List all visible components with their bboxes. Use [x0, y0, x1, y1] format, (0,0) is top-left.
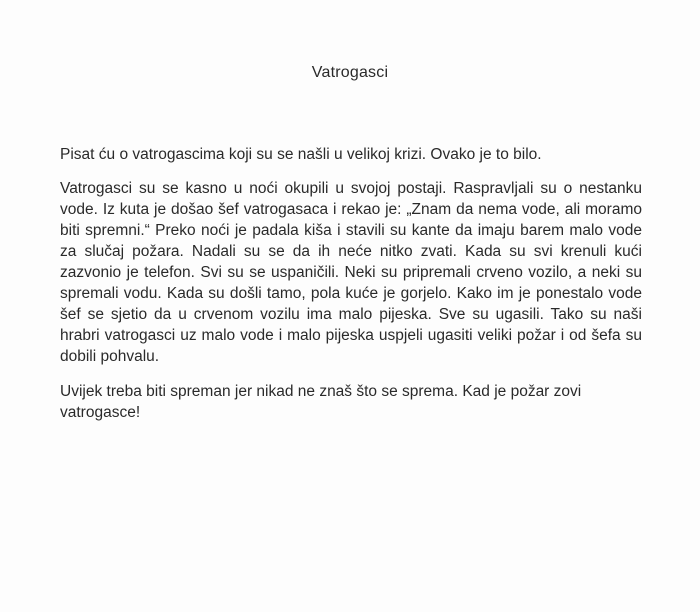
paragraph-intro: Pisat ću o vatrogascima koji su se našli u velikoj krizi. Ovako je to bilo.	[60, 146, 542, 163]
document-body	[60, 144, 642, 437]
paragraph-conclusion: Uvijek treba biti spreman jer nikad ne znaš što se sprema. Kad je požar zovi vatrogasce!	[60, 383, 582, 421]
document-title: Vatrogasci	[311, 64, 389, 81]
paragraph-story: Vatrogasci su se kasno u noći okupili u svojoj postaji. Raspravljali su o nestanku vode. Iz kuta je došao šef vatrogasaca i rekao je: „Znam da nema vode, ali moramo biti spremni.“ Preko noći je padala kiša i stavili su kante da imaju barem malo vode za slučaj požara. Nadali su se da ih neće nitko zvati. Kada su svi krenuli kući zazvonio je telefon. Svi su se uspaničili. Neki su pripremali crveno vozilo, a neki su spremali vodu. Kada su došli tamo, pola kuće je gorjelo. Kako im je ponestalo vode šef se sjetio da u crvenom vozilu ima malo pijeska. Sve su ugasili. Tako su naši hrabri vatrogasci uz malo vode i malo pijeska uspjeli ugasiti veliki požar i od šefa su dobili pohvalu.	[60, 180, 642, 365]
